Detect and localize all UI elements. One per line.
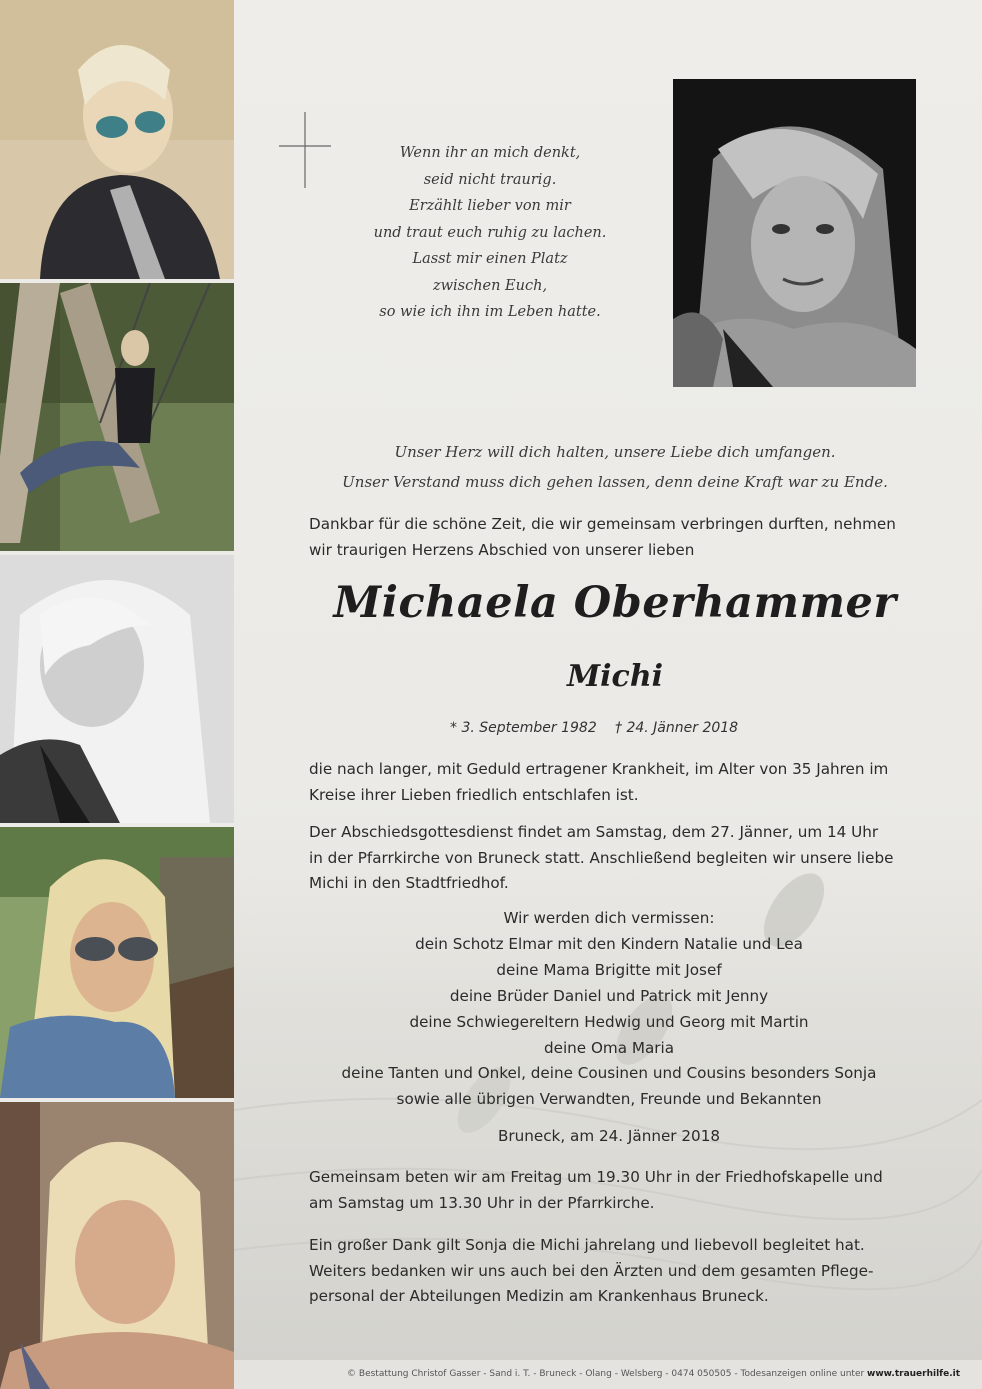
birth-date: * 3. September 1982 bbox=[450, 720, 597, 736]
footer-link[interactable]: www.trauerhilfe.it bbox=[867, 1369, 960, 1379]
poem-line: so wie ich ihn im Leben hatte. bbox=[379, 304, 601, 320]
photo-sunglasses bbox=[0, 827, 234, 1098]
quote-line: Unser Verstand muss dich gehen lassen, denn deine Kraft war zu Ende. bbox=[342, 473, 888, 491]
thanks-text bbox=[309, 1233, 919, 1310]
mourner-line: deine Schwiegereltern Hedwig und Georg mit Martin bbox=[409, 1012, 809, 1031]
cross-icon bbox=[277, 112, 333, 188]
quote-line: Unser Herz will dich halten, unsere Liebe dich umfangen. bbox=[394, 443, 836, 461]
service-text bbox=[309, 820, 919, 897]
poem-line: Lasst mir einen Platz bbox=[412, 251, 568, 267]
place-date: Bruneck, am 24. Jänner 2018 bbox=[497, 1127, 721, 1145]
photo-swing bbox=[0, 283, 234, 551]
poem-line: Wenn ihr an mich denkt, bbox=[399, 145, 581, 161]
poem-line: zwischen Euch, bbox=[432, 277, 548, 294]
deceased-nickname: Michi bbox=[566, 659, 664, 694]
mourner-line: deine Oma Maria bbox=[543, 1038, 675, 1057]
text-line: in der Pfarrkirche von Bruneck statt. Anschließend begleiten wir unsere liebe bbox=[309, 848, 894, 867]
photo-portrait-grey bbox=[0, 555, 234, 823]
photo-column bbox=[0, 0, 234, 1389]
poem-line: und traut euch ruhig zu lachen. bbox=[373, 224, 607, 241]
poem-line: Erzählt lieber von mir bbox=[409, 198, 571, 214]
photo-selfie bbox=[0, 1102, 234, 1389]
mourner-line: deine Brüder Daniel und Patrick mit Jenny bbox=[449, 986, 769, 1005]
poem-line: seid nicht traurig. bbox=[423, 171, 557, 188]
text-line: wir traurigen Herzens Abschied von unserer lieben bbox=[309, 540, 695, 559]
text-line: die nach langer, mit Geduld ertragener Krankheit, im Alter von 35 Jahren im bbox=[309, 760, 889, 778]
footer bbox=[300, 1369, 960, 1379]
quote bbox=[300, 437, 930, 497]
photo-beach bbox=[0, 0, 234, 279]
text-line: Michi in den Stadtfriedhof. bbox=[309, 874, 509, 892]
text-line: am Samstag um 13.30 Uhr in der Pfarrkirche. bbox=[309, 1193, 655, 1212]
mourner-line: sowie alle übrigen Verwandten, Freunde und Bekannten bbox=[396, 1090, 822, 1109]
intro-text bbox=[309, 512, 919, 563]
death-text bbox=[309, 757, 919, 808]
death-date: † 24. Jänner 2018 bbox=[615, 720, 739, 736]
text-line: personal der Abteilungen Medizin am Krankenhaus Bruneck. bbox=[309, 1287, 769, 1305]
mourner-line: deine Tanten und Onkel, deine Cousinen und Cousins besonders Sonja bbox=[341, 1064, 877, 1083]
text-line: Der Abschiedsgottesdienst findet am Samstag, dem 27. Jänner, um 14 Uhr bbox=[309, 823, 879, 841]
poem bbox=[340, 140, 640, 326]
main-portrait bbox=[673, 79, 916, 387]
deceased-name: Michaela Oberhammer bbox=[333, 578, 897, 628]
prayer-text bbox=[309, 1165, 919, 1216]
text-line: Weiters bedanken wir uns auch bei den Ärzten und dem gesamten Pflege- bbox=[309, 1261, 874, 1280]
mourner-line: Wir werden dich vermissen: bbox=[503, 909, 715, 927]
mourners-list bbox=[309, 906, 909, 1113]
text-line: Gemeinsam beten wir am Freitag um 19.30 Uhr in der Friedhofskapelle und bbox=[309, 1168, 883, 1186]
mourner-line: deine Mama Brigitte mit Josef bbox=[496, 960, 722, 979]
mourner-line: dein Schotz Elmar mit den Kindern Natalie und Lea bbox=[415, 934, 803, 953]
text-line: Ein großer Dank gilt Sonja die Michi jahrelang und liebevoll begleitet hat. bbox=[309, 1236, 865, 1254]
footer-text: © Bestattung Christof Gasser - Sand i. T. - Bruneck - Olang - Welsberg - 0474 050505 - Todesanzeigen online unter bbox=[347, 1369, 868, 1379]
text-line: Kreise ihrer Lieben friedlich entschlafen ist. bbox=[309, 785, 639, 804]
text-line: Dankbar für die schöne Zeit, die wir gemeinsam verbringen durften, nehmen bbox=[309, 515, 896, 533]
